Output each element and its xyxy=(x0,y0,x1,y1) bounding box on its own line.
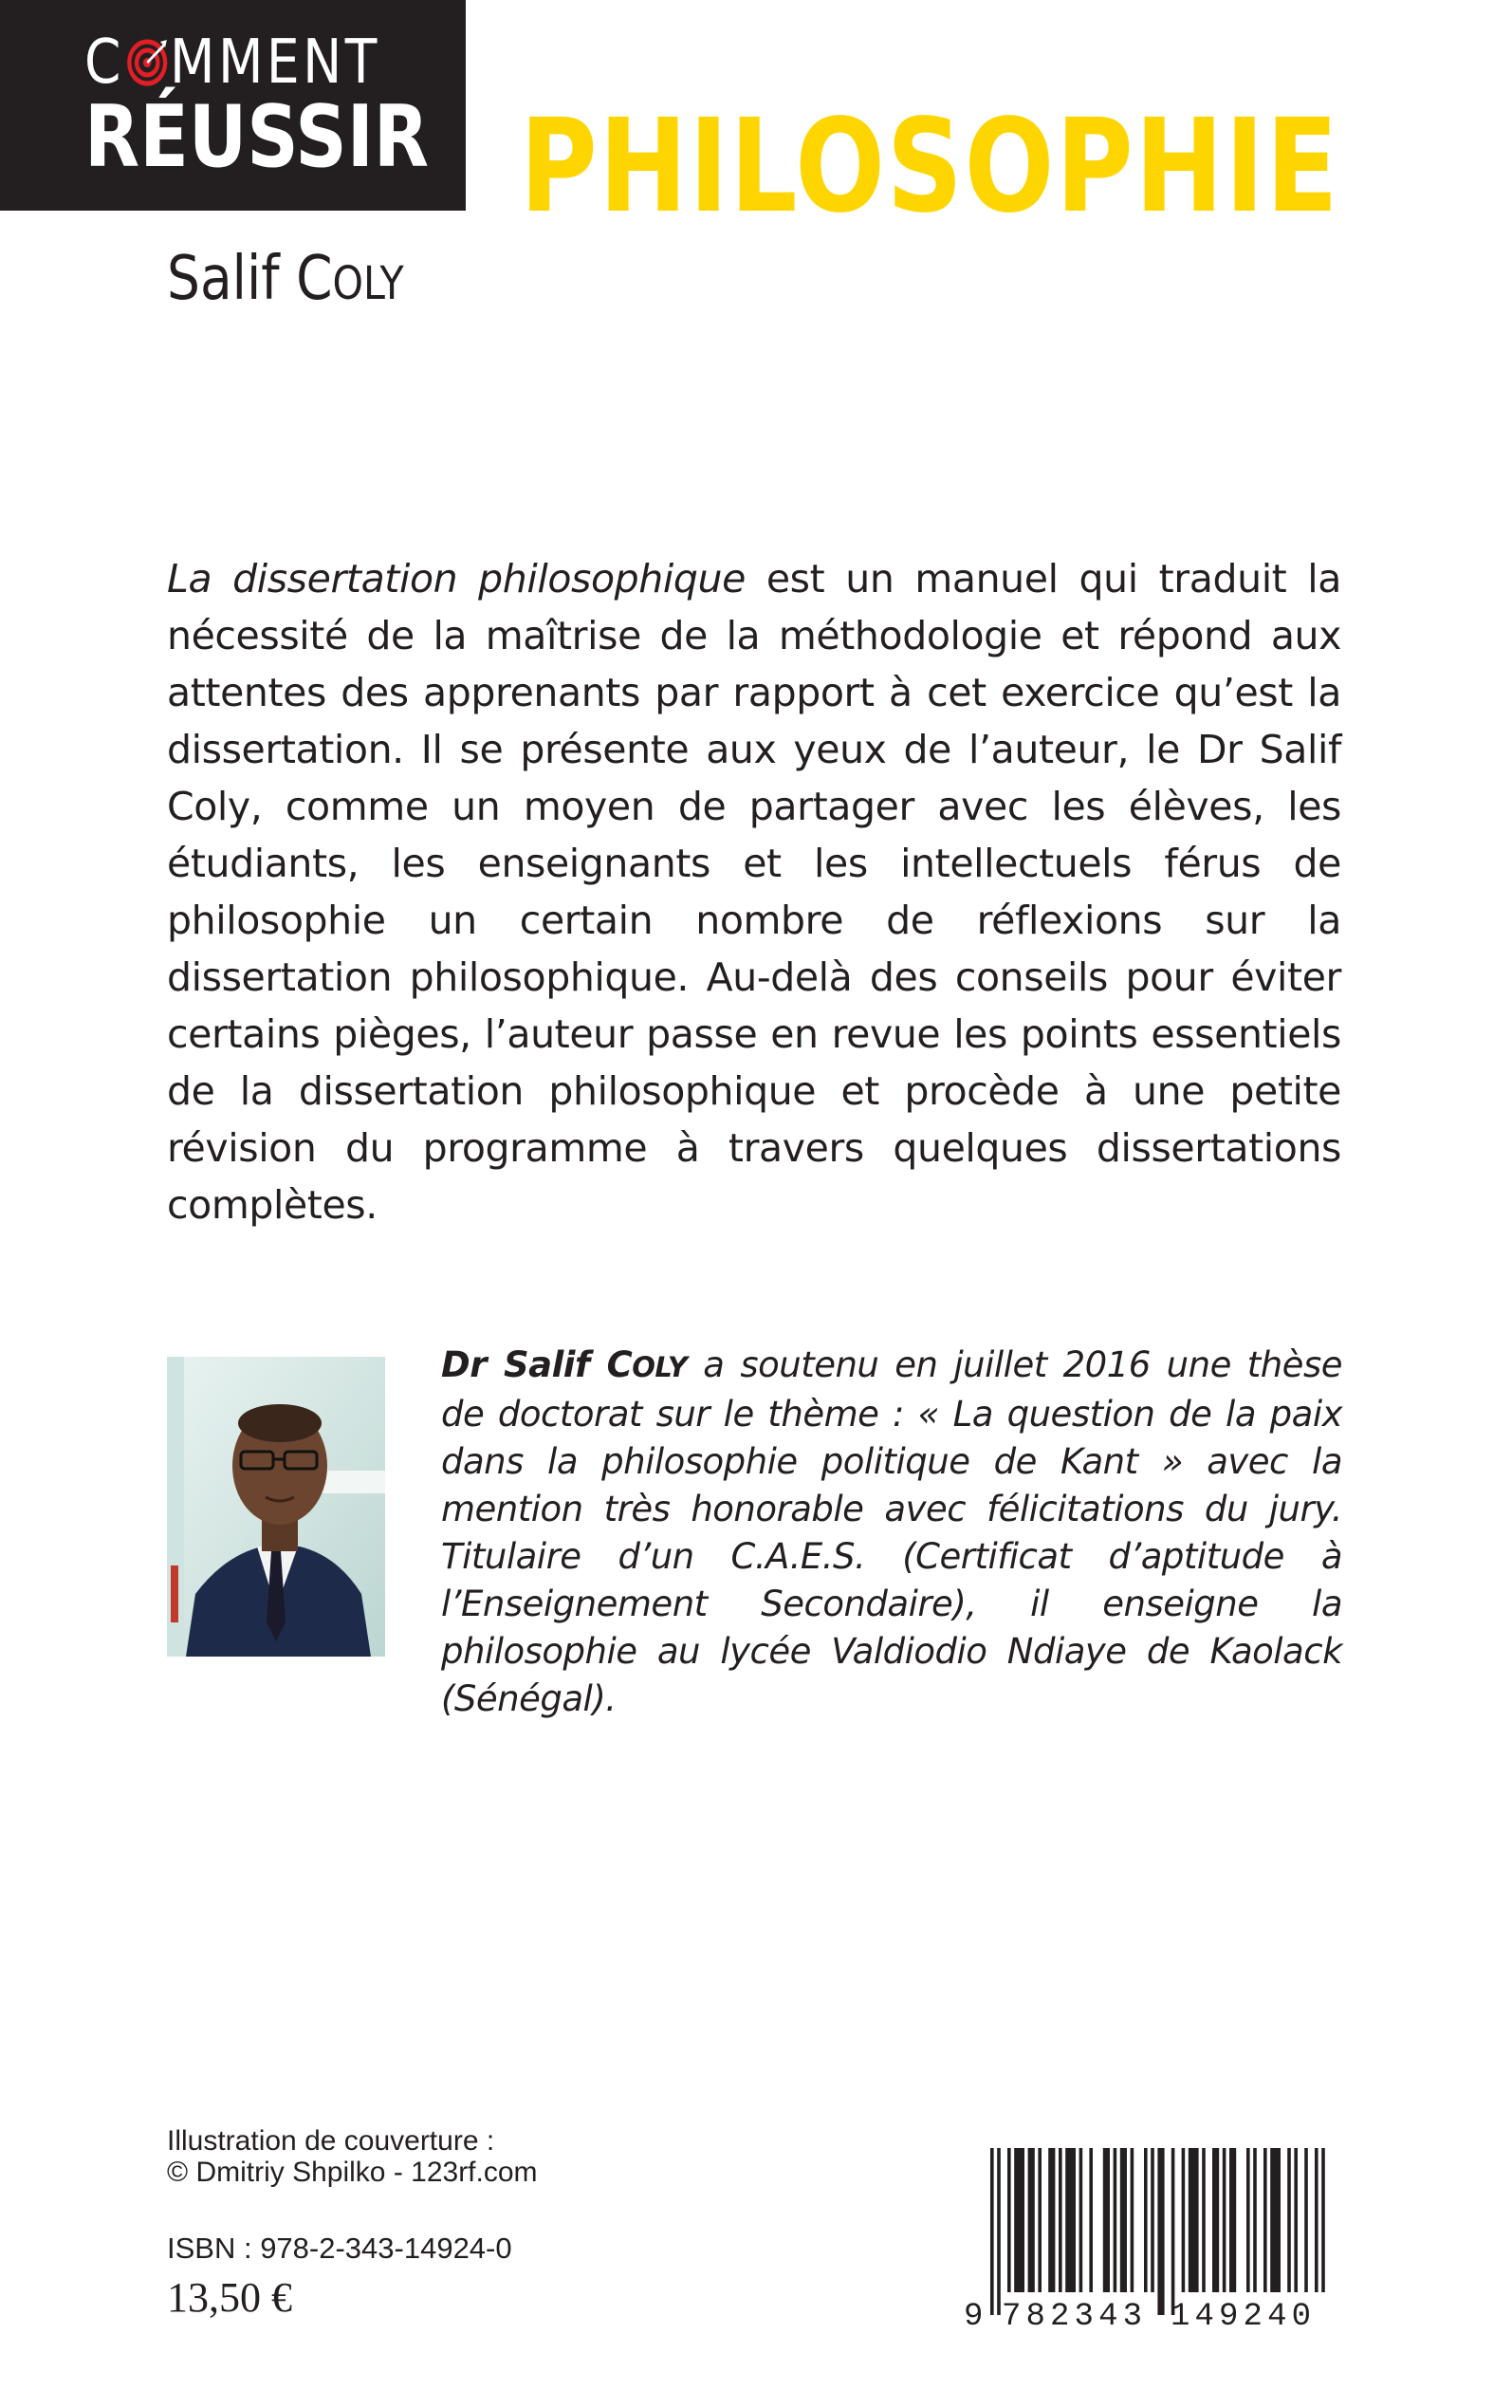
blurb-text: est un manuel qui traduit la nécessité de la maîtrise de la méthodologie et répond aux attentes des apprenants par rapport à cet exercice qu’est la dissertation. Il se présente aux yeux de l’auteur, le Dr Salif Coly, comme un moyen de partager avec les élèves, les étudiants, les enseignants et les intellectuels férus de philosophie un certain nombre de réflexions sur la dissertation philosophique. Au-delà des conseils pour éviter certains pièges, l’auteur passe en revue les points essentiels de la dissertation philosophique et procède à une petite révision du programme à travers quelques dissertations complètes. xyxy=(167,556,1341,1228)
barcode-bar xyxy=(1202,2148,1206,2292)
barcode-bar xyxy=(1144,2148,1148,2292)
barcode-first-digit: 9 xyxy=(964,2299,984,2332)
barcode-bars xyxy=(990,2148,1325,2315)
barcode-bar xyxy=(1089,2148,1093,2292)
barcode-bar xyxy=(1321,2148,1325,2292)
series-logo-mment: MMENT xyxy=(170,28,380,98)
series-title: PHILOSOPHIE xyxy=(520,92,1340,242)
barcode-bar xyxy=(1131,2148,1134,2292)
barcode-bar xyxy=(1223,2148,1226,2292)
isbn-text: ISBN : 978-2-343-14924-0 xyxy=(167,2232,512,2265)
barcode-bar xyxy=(1114,2148,1117,2292)
illustration-credits xyxy=(167,2125,538,2188)
series-logo-line2: RÉUSSIR xyxy=(84,87,430,187)
barcode-bar xyxy=(1182,2148,1186,2292)
series-logo-block xyxy=(0,0,466,211)
bio-name-rest: OLY xyxy=(632,1351,688,1383)
barcode-bar xyxy=(1315,2148,1318,2292)
target-icon xyxy=(126,38,169,87)
author-last-initial: C xyxy=(296,244,333,314)
barcode-bar xyxy=(1246,2148,1250,2292)
barcode-group1: 782343 xyxy=(1002,2299,1142,2332)
barcode-bar xyxy=(1103,2148,1110,2292)
credits-line2: © Dmitriy Shpilko - 123rf.com xyxy=(167,2157,538,2188)
barcode-bar xyxy=(1157,2148,1164,2315)
barcode-bar xyxy=(1212,2148,1219,2292)
author-name xyxy=(167,244,404,314)
barcode-bar xyxy=(1065,2148,1076,2292)
barcode-bar xyxy=(1120,2148,1127,2292)
barcode xyxy=(956,2148,1341,2332)
bio-name-start: Dr Salif C xyxy=(441,1344,633,1385)
bio-author-name xyxy=(441,1344,687,1385)
barcode-bar xyxy=(1189,2148,1199,2292)
author-first-name: Salif xyxy=(167,244,280,314)
barcode-bar xyxy=(1294,2148,1298,2292)
barcode-bar xyxy=(1287,2148,1291,2292)
barcode-bar xyxy=(1079,2148,1083,2292)
barcode-bar xyxy=(990,2148,994,2315)
bio-text: a soutenu en juillet 2016 une thèse de doctorat sur le thème : « La question de la paix dans la philosophie politique de Kant » avec la mention très honorable avec félicitations du jury. Titulaire d’un C.A.E.S. (Certificat d’aptitude à l’Enseignement Secondaire), il enseigne la philosophie au lycée Valdiodio Ndiaye de Kaolack (Sénégal). xyxy=(441,1344,1342,1719)
barcode-bar xyxy=(1028,2148,1035,2292)
barcode-bar xyxy=(1229,2148,1236,2292)
series-logo-c: C xyxy=(84,28,124,98)
barcode-bar xyxy=(1048,2148,1055,2292)
barcode-bar xyxy=(1151,2148,1154,2292)
barcode-bar xyxy=(1038,2148,1042,2292)
author-last-rest: OLY xyxy=(332,257,404,310)
blurb-book-title: La dissertation philosophique xyxy=(167,556,746,602)
author-photo xyxy=(167,1357,385,1657)
barcode-bar xyxy=(1304,2148,1308,2292)
barcode-group2: 149240 xyxy=(1171,2299,1311,2332)
back-cover-blurb xyxy=(167,550,1341,1233)
price-text: 13,50 € xyxy=(167,2274,292,2321)
barcode-bar xyxy=(1007,2148,1011,2292)
barcode-bar xyxy=(1253,2148,1257,2292)
barcode-bar xyxy=(1270,2148,1281,2292)
credits-line1: Illustration de couverture : xyxy=(167,2125,495,2157)
author-bio xyxy=(441,1342,1342,1723)
barcode-bar xyxy=(997,2148,1001,2315)
barcode-bar xyxy=(1171,2148,1175,2315)
author-portrait-image xyxy=(167,1357,385,1657)
barcode-bar xyxy=(1014,2148,1024,2292)
barcode-bar xyxy=(1263,2148,1267,2292)
barcode-bar xyxy=(1059,2148,1062,2292)
